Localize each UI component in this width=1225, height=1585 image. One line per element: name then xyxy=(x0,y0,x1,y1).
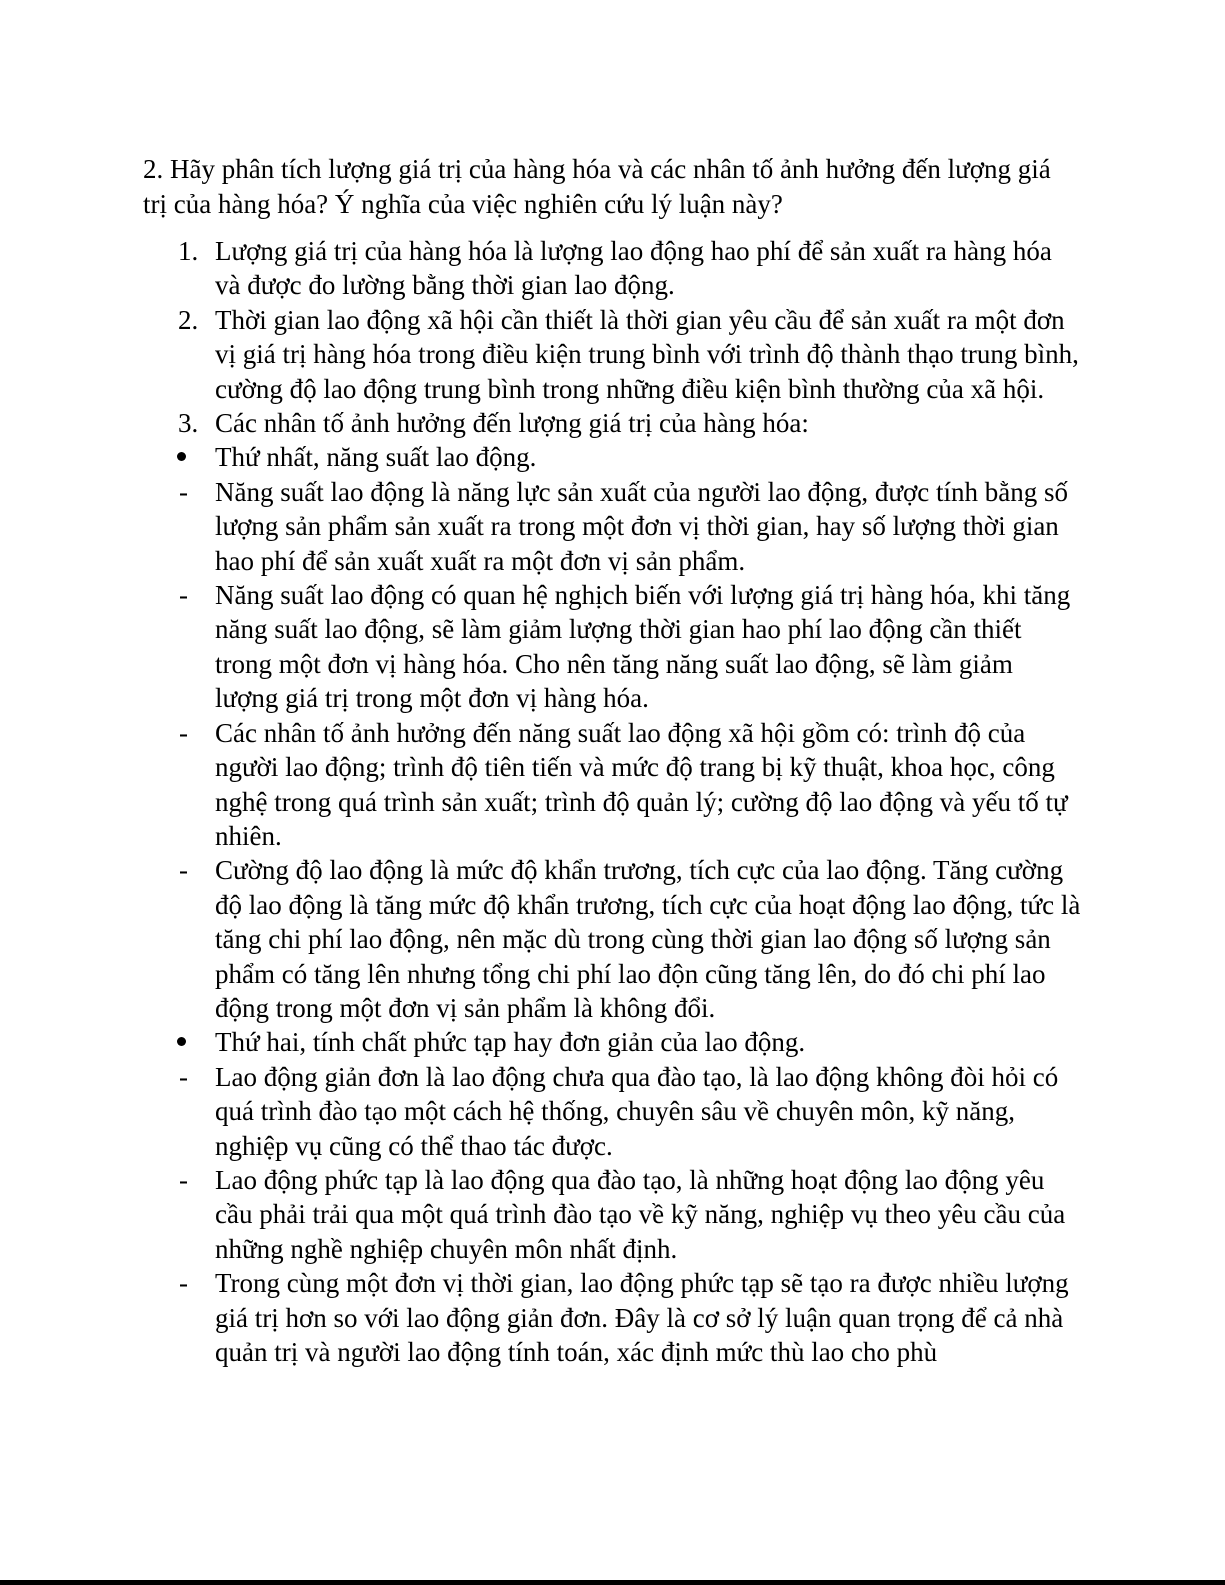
item-text: Cường độ lao động là mức độ khẩn trương, tích cực của lao động. Tăng cường độ lao động là tăng mức độ khẩn trương, tích cực của hoạt động lao động, tức là tăng chi phí lao động, nên mặc dù trong cùng thời gian lao động số lượng sản phẩm có tăng lên nhưng tổng chi phí lao độn cũng tăng lên, do đó chi phí lao động trong một đơn vị sản phẩm là không đổi. xyxy=(215,855,1081,1023)
item-text: Thứ nhất, năng suất lao động. xyxy=(215,442,537,473)
dash-marker: - xyxy=(179,1268,188,1299)
item-number: 3. xyxy=(178,408,199,439)
list-item-dash xyxy=(143,1060,1083,1163)
list-item-bullet-1 xyxy=(143,440,1083,474)
item-text: Thời gian lao động xã hội cần thiết là thời gian yêu cầu để sản xuất ra một đơn vị giá trị hàng hóa trong điều kiện trung bình với trình độ thành thạo trung bình, cường độ lao động trung bình trong những điều kiện bình thường của xã hội. xyxy=(215,304,1079,404)
answer-list xyxy=(143,234,1083,1369)
item-text: Lao động giản đơn là lao động chưa qua đào tạo, là lao động không đòi hỏi có quá trình đào tạo một cách hệ thống, chuyên sâu về chuyên môn, kỹ năng, nghiệp vụ cũng có thể thao tác được. xyxy=(215,1061,1059,1161)
dash-marker: - xyxy=(179,855,188,886)
list-item-dash xyxy=(143,1163,1083,1266)
dash-marker: - xyxy=(179,580,188,611)
list-item-3 xyxy=(143,406,1083,440)
dash-marker: - xyxy=(179,1061,188,1092)
item-text: Các nhân tố ảnh hưởng đến năng suất lao động xã hội gồm có: trình độ của người lao động; trình độ tiên tiến và mức độ trang bị kỹ thuật, khoa học, công nghệ trong quá trình sản xuất; trình độ quản lý; cường độ lao động và yếu tố tự nhiên. xyxy=(215,717,1068,851)
item-text: Năng suất lao động có quan hệ nghịch biến với lượng giá trị hàng hóa, khi tăng năng suất lao động, sẽ làm giảm lượng thời gian hao phí lao động cần thiết trong một đơn vị hàng hóa. Cho nên tăng năng suất lao động, sẽ làm giảm lượng giá trị trong một đơn vị hàng hóa. xyxy=(215,580,1071,714)
item-number: 2. xyxy=(178,304,199,335)
dash-marker: - xyxy=(179,476,188,507)
page-bottom-border xyxy=(0,1580,1225,1585)
list-item-dash xyxy=(143,475,1083,578)
item-text: Lao động phức tạp là lao động qua đào tạo, là những hoạt động lao động yêu cầu phải trải qua một quá trình đào tạo về kỹ năng, nghiệp vụ theo yêu cầu của những nghề nghiệp chuyên môn nhất định. xyxy=(215,1164,1066,1264)
item-number: 1. xyxy=(178,236,199,266)
list-item-dash xyxy=(143,716,1083,854)
item-text: Năng suất lao động là năng lực sản xuất của người lao động, được tính bằng số lượng sản phẩm sản xuất ra trong một đơn vị thời gian, hay số lượng thời gian hao phí để sản xuất xuất ra một đơn vị sản phẩm. xyxy=(215,476,1069,576)
list-item-1 xyxy=(143,234,1083,303)
list-item-dash xyxy=(143,853,1083,1025)
dash-marker: - xyxy=(179,1164,188,1195)
dash-marker: - xyxy=(179,717,188,748)
item-text: Lượng giá trị của hàng hóa là lượng lao động hao phí để sản xuất ra hàng hóa và được đo lường bằng thời gian lao động. xyxy=(215,236,1052,301)
list-item-dash xyxy=(143,578,1083,716)
item-text: Thứ hai, tính chất phức tạp hay đơn giản của lao động. xyxy=(215,1027,806,1058)
question-heading: 2. Hãy phân tích lượng giá trị của hàng hóa và các nhân tố ảnh hưởng đến lượng giá trị của hàng hóa? Ý nghĩa của việc nghiên cứu lý luận này? xyxy=(143,154,1051,219)
list-item-2 xyxy=(143,303,1083,406)
list-item-dash xyxy=(143,1266,1083,1369)
item-text: Các nhân tố ảnh hưởng đến lượng giá trị của hàng hóa: xyxy=(215,408,809,439)
list-item-bullet-2 xyxy=(143,1025,1083,1059)
item-text: Trong cùng một đơn vị thời gian, lao động phức tạp sẽ tạo ra được nhiều lượng giá trị hơn so với lao động giản đơn. Đây là cơ sở lý luận quan trọng để cả nhà quản trị và người lao động tính toán, xác định mức thù lao cho phù xyxy=(215,1268,1069,1367)
